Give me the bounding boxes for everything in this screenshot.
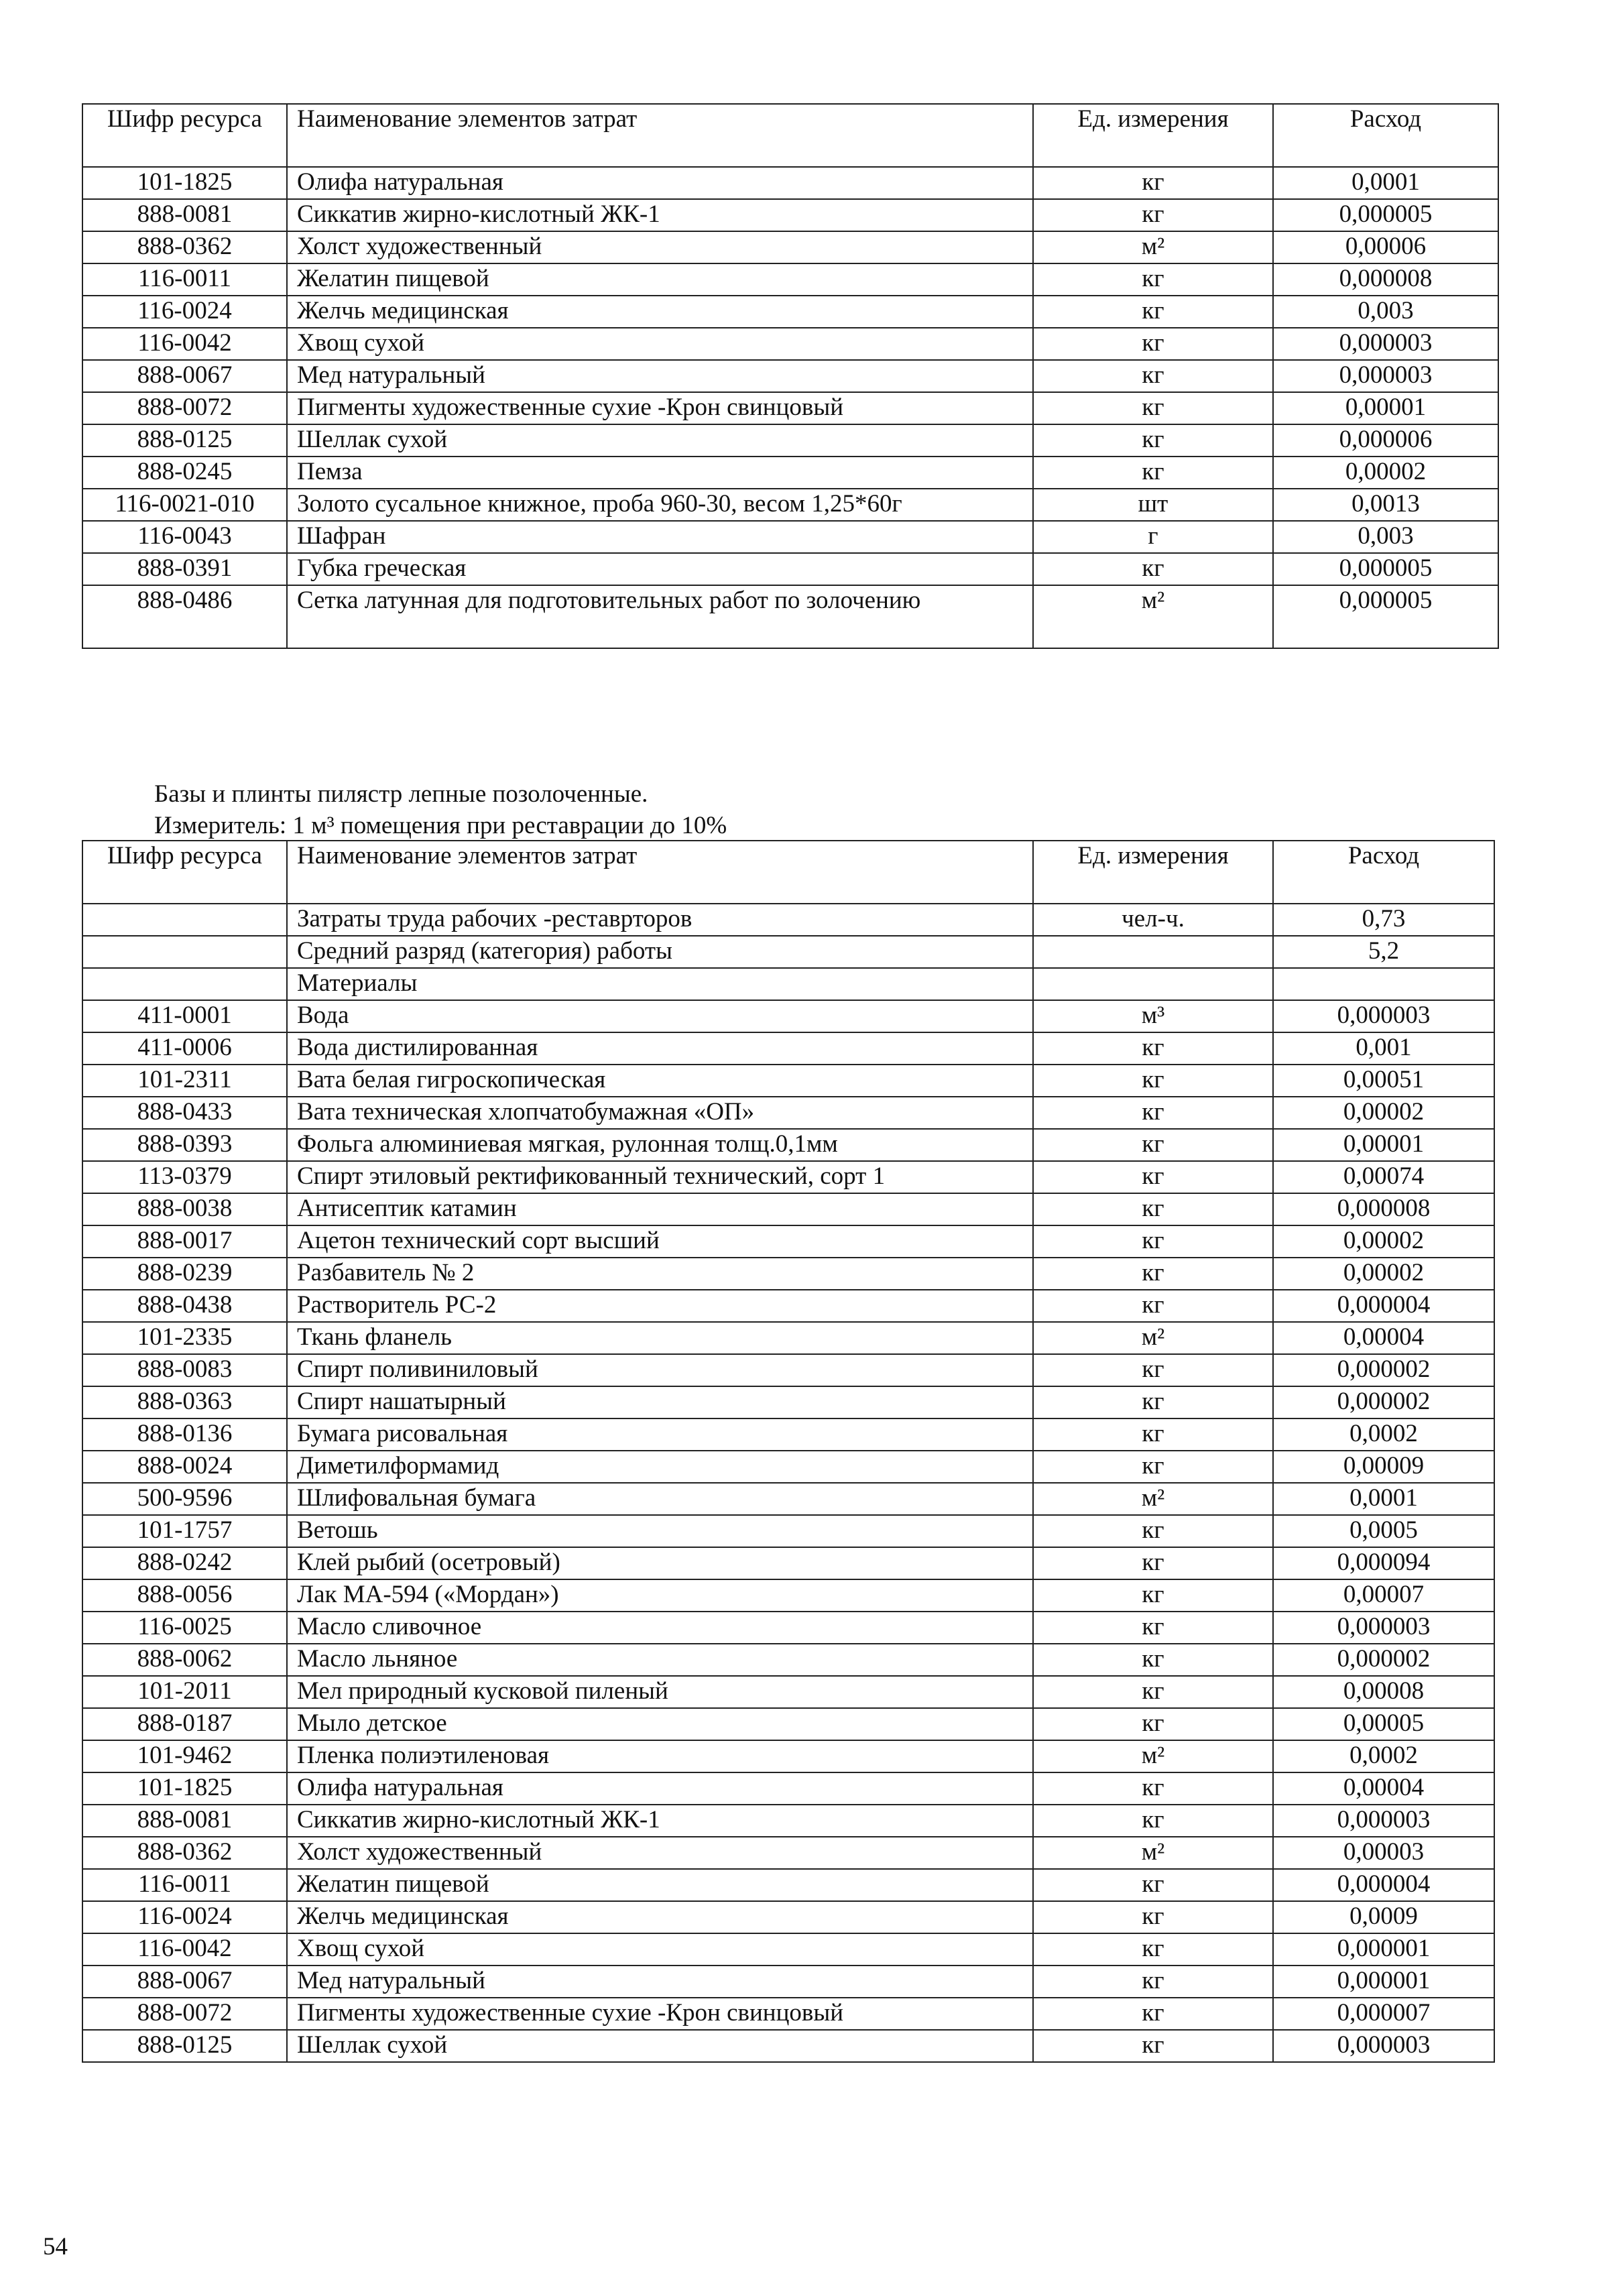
resource-unit: кг bbox=[1033, 328, 1273, 360]
resource-code: 888-0081 bbox=[82, 199, 287, 231]
resource-name: Мед натуральный bbox=[287, 1966, 1033, 1998]
table-row bbox=[82, 1129, 1494, 1161]
resource-unit: кг bbox=[1033, 1805, 1273, 1837]
resource-code: 888-0391 bbox=[82, 553, 287, 585]
resource-name: Хвощ сухой bbox=[287, 1933, 1033, 1966]
resource-unit: кг bbox=[1033, 1129, 1273, 1161]
resource-code bbox=[82, 968, 287, 1000]
header-unit: Ед. измерения bbox=[1033, 104, 1273, 167]
table-row bbox=[82, 585, 1498, 648]
resource-qty: 0,000005 bbox=[1273, 199, 1498, 231]
resource-qty: 0,000003 bbox=[1273, 360, 1498, 392]
resource-qty: 0,00003 bbox=[1273, 1837, 1494, 1869]
resource-qty: 0,000002 bbox=[1273, 1644, 1494, 1676]
table-header-row bbox=[82, 104, 1498, 167]
table-row bbox=[82, 1354, 1494, 1386]
table-row bbox=[82, 424, 1498, 457]
resource-code: 101-2335 bbox=[82, 1322, 287, 1354]
table-row bbox=[82, 263, 1498, 296]
resource-code: 116-0011 bbox=[82, 263, 287, 296]
resource-unit: кг bbox=[1033, 1547, 1273, 1579]
resource-qty: 0,00007 bbox=[1273, 1579, 1494, 1612]
resource-code: 888-0017 bbox=[82, 1225, 287, 1258]
table-row bbox=[82, 1579, 1494, 1612]
table-row bbox=[82, 1032, 1494, 1065]
resource-table-1 bbox=[82, 103, 1499, 649]
resource-name: Лак МА-594 («Мордан») bbox=[287, 1579, 1033, 1612]
resource-unit: кг bbox=[1033, 1901, 1273, 1933]
resource-qty: 0,00004 bbox=[1273, 1772, 1494, 1805]
table-row bbox=[82, 1547, 1494, 1579]
resource-name: Холст художественный bbox=[287, 1837, 1033, 1869]
resource-qty: 0,000003 bbox=[1273, 1612, 1494, 1644]
resource-name: Пигменты художественные сухие -Крон свинцовый bbox=[287, 392, 1033, 424]
resource-name: Масло льняное bbox=[287, 1644, 1033, 1676]
resource-name: Средний разряд (категория) работы bbox=[287, 936, 1033, 968]
table-row bbox=[82, 1483, 1494, 1515]
resource-unit: м² bbox=[1033, 585, 1273, 648]
table-row bbox=[82, 1225, 1494, 1258]
resource-name: Шеллак сухой bbox=[287, 424, 1033, 457]
resource-name: Желчь медицинская bbox=[287, 296, 1033, 328]
measure-unit-caption: Измеритель: 1 м³ помещения при реставрации до 10% bbox=[154, 812, 727, 839]
resource-qty: 0,000007 bbox=[1273, 1998, 1494, 2030]
header-qty: Расход bbox=[1273, 104, 1498, 167]
resource-unit: кг bbox=[1033, 424, 1273, 457]
header-name: Наименование элементов затрат bbox=[287, 841, 1033, 904]
resource-qty: 0,00008 bbox=[1273, 1676, 1494, 1708]
resource-code: 888-0072 bbox=[82, 1998, 287, 2030]
resource-qty: 0,0005 bbox=[1273, 1515, 1494, 1547]
resource-name: Сетка латунная для подготовительных работ по золочению bbox=[287, 585, 1033, 648]
resource-qty: 0,000004 bbox=[1273, 1290, 1494, 1322]
resource-code: 101-9462 bbox=[82, 1740, 287, 1772]
resource-qty: 0,00002 bbox=[1273, 1258, 1494, 1290]
resource-name: Ветошь bbox=[287, 1515, 1033, 1547]
resource-qty bbox=[1273, 968, 1494, 1000]
resource-qty: 0,0001 bbox=[1273, 1483, 1494, 1515]
resource-code: 888-0363 bbox=[82, 1386, 287, 1418]
resource-qty: 0,000006 bbox=[1273, 424, 1498, 457]
resource-qty: 0,00001 bbox=[1273, 392, 1498, 424]
resource-code: 888-0486 bbox=[82, 585, 287, 648]
table-row bbox=[82, 1708, 1494, 1740]
resource-name: Губка греческая bbox=[287, 553, 1033, 585]
resource-name: Шафран bbox=[287, 521, 1033, 553]
resource-qty: 0,00006 bbox=[1273, 231, 1498, 263]
resource-qty: 0,00004 bbox=[1273, 1322, 1494, 1354]
table-row bbox=[82, 1322, 1494, 1354]
table-row bbox=[82, 521, 1498, 553]
table-header-row bbox=[82, 841, 1494, 904]
resource-code: 888-0038 bbox=[82, 1193, 287, 1225]
resource-unit: кг bbox=[1033, 199, 1273, 231]
table-row bbox=[82, 1386, 1494, 1418]
resource-code: 411-0001 bbox=[82, 1000, 287, 1032]
resource-unit: кг bbox=[1033, 1869, 1273, 1901]
resource-name: Мел природный кусковой пиленый bbox=[287, 1676, 1033, 1708]
resource-code: 888-0393 bbox=[82, 1129, 287, 1161]
resource-unit: шт bbox=[1033, 489, 1273, 521]
resource-name: Вода дистилированная bbox=[287, 1032, 1033, 1065]
resource-code bbox=[82, 936, 287, 968]
resource-unit: м² bbox=[1033, 1837, 1273, 1869]
resource-unit: кг bbox=[1033, 1258, 1273, 1290]
resource-qty: 0,73 bbox=[1273, 904, 1494, 936]
resource-name: Спирт поливиниловый bbox=[287, 1354, 1033, 1386]
resource-qty: 0,000094 bbox=[1273, 1547, 1494, 1579]
table-row bbox=[82, 1869, 1494, 1901]
resource-code: 116-0042 bbox=[82, 1933, 287, 1966]
table-row bbox=[82, 1676, 1494, 1708]
resource-qty: 0,0009 bbox=[1273, 1901, 1494, 1933]
table-row bbox=[82, 360, 1498, 392]
table-row bbox=[82, 936, 1494, 968]
resource-code: 888-0187 bbox=[82, 1708, 287, 1740]
resource-unit: м² bbox=[1033, 1322, 1273, 1354]
resource-code: 888-0362 bbox=[82, 231, 287, 263]
table-row bbox=[82, 1451, 1494, 1483]
resource-qty: 0,0001 bbox=[1273, 167, 1498, 199]
resource-unit: кг bbox=[1033, 1386, 1273, 1418]
table-row bbox=[82, 1418, 1494, 1451]
resource-qty: 0,00002 bbox=[1273, 1225, 1494, 1258]
resource-unit: кг bbox=[1033, 263, 1273, 296]
resource-code: 101-1825 bbox=[82, 1772, 287, 1805]
resource-name: Диметилформамид bbox=[287, 1451, 1033, 1483]
resource-name: Вода bbox=[287, 1000, 1033, 1032]
resource-qty: 0,00074 bbox=[1273, 1161, 1494, 1193]
header-qty: Расход bbox=[1273, 841, 1494, 904]
resource-unit: г bbox=[1033, 521, 1273, 553]
resource-name: Разбавитель № 2 bbox=[287, 1258, 1033, 1290]
resource-code: 101-1757 bbox=[82, 1515, 287, 1547]
resource-qty: 5,2 bbox=[1273, 936, 1494, 968]
resource-qty: 0,000003 bbox=[1273, 328, 1498, 360]
table-row bbox=[82, 1805, 1494, 1837]
resource-name: Пленка полиэтиленовая bbox=[287, 1740, 1033, 1772]
resource-unit: кг bbox=[1033, 1161, 1273, 1193]
resource-qty: 0,000003 bbox=[1273, 1805, 1494, 1837]
resource-qty: 0,000003 bbox=[1273, 1000, 1494, 1032]
resource-code: 116-0021-010 bbox=[82, 489, 287, 521]
resource-code: 888-0081 bbox=[82, 1805, 287, 1837]
resource-unit bbox=[1033, 968, 1273, 1000]
resource-code bbox=[82, 904, 287, 936]
resource-unit: кг bbox=[1033, 1644, 1273, 1676]
resource-unit: кг bbox=[1033, 360, 1273, 392]
resource-code: 888-0362 bbox=[82, 1837, 287, 1869]
page-number: 54 bbox=[43, 2233, 68, 2260]
table-row bbox=[82, 1258, 1494, 1290]
table-row bbox=[82, 328, 1498, 360]
resource-name: Пигменты художественные сухие -Крон свинцовый bbox=[287, 1998, 1033, 2030]
resource-name: Холст художественный bbox=[287, 231, 1033, 263]
table-row bbox=[82, 1998, 1494, 2030]
resource-qty: 0,000001 bbox=[1273, 1966, 1494, 1998]
table-row bbox=[82, 489, 1498, 521]
resource-code: 888-0125 bbox=[82, 424, 287, 457]
resource-unit: кг bbox=[1033, 1065, 1273, 1097]
table-row bbox=[82, 2030, 1494, 2062]
resource-name: Сиккатив жирно-кислотный ЖК-1 bbox=[287, 199, 1033, 231]
resource-code: 116-0024 bbox=[82, 296, 287, 328]
table-row bbox=[82, 167, 1498, 199]
resource-qty: 0,00002 bbox=[1273, 457, 1498, 489]
resource-code: 113-0379 bbox=[82, 1161, 287, 1193]
resource-name: Золото сусальное книжное, проба 960-30, весом 1,25*60г bbox=[287, 489, 1033, 521]
resource-qty: 0,001 bbox=[1273, 1032, 1494, 1065]
table-row bbox=[82, 1933, 1494, 1966]
resource-code: 888-0056 bbox=[82, 1579, 287, 1612]
resource-qty: 0,000008 bbox=[1273, 263, 1498, 296]
resource-name: Олифа натуральная bbox=[287, 167, 1033, 199]
table-row bbox=[82, 904, 1494, 936]
resource-name: Вата белая гигроскопическая bbox=[287, 1065, 1033, 1097]
resource-name: Ацетон технический сорт высший bbox=[287, 1225, 1033, 1258]
resource-name: Вата техническая хлопчатобумажная «ОП» bbox=[287, 1097, 1033, 1129]
table-row bbox=[82, 392, 1498, 424]
table-row bbox=[82, 296, 1498, 328]
resource-qty: 0,00001 bbox=[1273, 1129, 1494, 1161]
resource-unit: кг bbox=[1033, 1772, 1273, 1805]
resource-name: Затраты труда рабочих -реставрторов bbox=[287, 904, 1033, 936]
resource-code: 888-0125 bbox=[82, 2030, 287, 2062]
resource-name: Материалы bbox=[287, 968, 1033, 1000]
resource-unit: кг bbox=[1033, 2030, 1273, 2062]
resource-code: 116-0043 bbox=[82, 521, 287, 553]
resource-qty: 0,003 bbox=[1273, 521, 1498, 553]
resource-code: 116-0042 bbox=[82, 328, 287, 360]
resource-unit: кг bbox=[1033, 1418, 1273, 1451]
resource-qty: 0,000002 bbox=[1273, 1354, 1494, 1386]
resource-name: Клей рыбий (осетровый) bbox=[287, 1547, 1033, 1579]
table-row bbox=[82, 1515, 1494, 1547]
resource-name: Олифа натуральная bbox=[287, 1772, 1033, 1805]
resource-unit: кг bbox=[1033, 1612, 1273, 1644]
resource-qty: 0,00005 bbox=[1273, 1708, 1494, 1740]
table-row bbox=[82, 1644, 1494, 1676]
resource-qty: 0,000001 bbox=[1273, 1933, 1494, 1966]
resource-code: 101-2311 bbox=[82, 1065, 287, 1097]
resource-code: 888-0083 bbox=[82, 1354, 287, 1386]
table-row bbox=[82, 457, 1498, 489]
resource-qty: 0,00009 bbox=[1273, 1451, 1494, 1483]
table-row bbox=[82, 199, 1498, 231]
table-row bbox=[82, 1837, 1494, 1869]
resource-name: Шлифовальная бумага bbox=[287, 1483, 1033, 1515]
resource-code: 116-0024 bbox=[82, 1901, 287, 1933]
resource-qty: 0,00051 bbox=[1273, 1065, 1494, 1097]
resource-code: 101-2011 bbox=[82, 1676, 287, 1708]
resource-unit: кг bbox=[1033, 1515, 1273, 1547]
resource-unit: кг bbox=[1033, 1451, 1273, 1483]
resource-name: Фольга алюминиевая мягкая, рулонная толщ.0,1мм bbox=[287, 1129, 1033, 1161]
resource-code: 888-0062 bbox=[82, 1644, 287, 1676]
resource-name: Мед натуральный bbox=[287, 360, 1033, 392]
resource-unit: кг bbox=[1033, 1966, 1273, 1998]
resource-name: Шеллак сухой bbox=[287, 2030, 1033, 2062]
resource-name: Сиккатив жирно-кислотный ЖК-1 bbox=[287, 1805, 1033, 1837]
resource-name: Растворитель РС-2 bbox=[287, 1290, 1033, 1322]
resource-code: 888-0024 bbox=[82, 1451, 287, 1483]
resource-code: 101-1825 bbox=[82, 167, 287, 199]
resource-name: Бумага рисовальная bbox=[287, 1418, 1033, 1451]
table-row bbox=[82, 1612, 1494, 1644]
resource-qty: 0,000004 bbox=[1273, 1869, 1494, 1901]
header-code: Шифр ресурса bbox=[82, 104, 287, 167]
resource-code: 888-0433 bbox=[82, 1097, 287, 1129]
resource-code: 500-9596 bbox=[82, 1483, 287, 1515]
table-row bbox=[82, 968, 1494, 1000]
resource-code: 116-0011 bbox=[82, 1869, 287, 1901]
resource-unit: кг bbox=[1033, 392, 1273, 424]
resource-qty: 0,000002 bbox=[1273, 1386, 1494, 1418]
table-row bbox=[82, 1000, 1494, 1032]
resource-unit: кг bbox=[1033, 457, 1273, 489]
resource-unit: кг bbox=[1033, 1676, 1273, 1708]
resource-unit: кг bbox=[1033, 296, 1273, 328]
resource-table-2 bbox=[82, 840, 1495, 2063]
resource-qty: 0,003 bbox=[1273, 296, 1498, 328]
table-1-body bbox=[82, 167, 1498, 585]
resource-unit: кг bbox=[1033, 1354, 1273, 1386]
table-row bbox=[82, 231, 1498, 263]
resource-name: Спирт этиловый ректификованный технический, сорт 1 bbox=[287, 1161, 1033, 1193]
resource-unit: кг bbox=[1033, 1032, 1273, 1065]
resource-code: 888-0072 bbox=[82, 392, 287, 424]
resource-code: 888-0245 bbox=[82, 457, 287, 489]
resource-unit: кг bbox=[1033, 1708, 1273, 1740]
resource-code: 888-0067 bbox=[82, 360, 287, 392]
table-row bbox=[82, 1290, 1494, 1322]
table-row bbox=[82, 1966, 1494, 1998]
section-title: Базы и плинты пилястр лепные позолоченные. bbox=[154, 780, 648, 808]
header-code: Шифр ресурса bbox=[82, 841, 287, 904]
resource-qty: 0,0013 bbox=[1273, 489, 1498, 521]
table-row bbox=[82, 1161, 1494, 1193]
resource-code: 116-0025 bbox=[82, 1612, 287, 1644]
resource-unit bbox=[1033, 936, 1273, 968]
resource-code: 888-0067 bbox=[82, 1966, 287, 1998]
resource-unit: м³ bbox=[1033, 1000, 1273, 1032]
resource-unit: м² bbox=[1033, 1483, 1273, 1515]
table-row bbox=[82, 1097, 1494, 1129]
table-row bbox=[82, 1193, 1494, 1225]
header-name: Наименование элементов затрат bbox=[287, 104, 1033, 167]
resource-name: Спирт нашатырный bbox=[287, 1386, 1033, 1418]
resource-unit: кг bbox=[1033, 1998, 1273, 2030]
resource-unit: кг bbox=[1033, 553, 1273, 585]
resource-unit: м² bbox=[1033, 1740, 1273, 1772]
resource-qty: 0,000008 bbox=[1273, 1193, 1494, 1225]
resource-name: Хвощ сухой bbox=[287, 328, 1033, 360]
resource-qty: 0,000005 bbox=[1273, 553, 1498, 585]
resource-unit: кг bbox=[1033, 1193, 1273, 1225]
resource-qty: 0,0002 bbox=[1273, 1418, 1494, 1451]
resource-unit: кг bbox=[1033, 1097, 1273, 1129]
resource-name: Желчь медицинская bbox=[287, 1901, 1033, 1933]
table-row bbox=[82, 1740, 1494, 1772]
resource-name: Ткань фланель bbox=[287, 1322, 1033, 1354]
resource-qty: 0,000003 bbox=[1273, 2030, 1494, 2062]
resource-unit: кг bbox=[1033, 1579, 1273, 1612]
resource-unit: чел-ч. bbox=[1033, 904, 1273, 936]
resource-unit: кг bbox=[1033, 1290, 1273, 1322]
resource-code: 888-0239 bbox=[82, 1258, 287, 1290]
resource-unit: кг bbox=[1033, 167, 1273, 199]
resource-name: Желатин пищевой bbox=[287, 263, 1033, 296]
resource-code: 888-0242 bbox=[82, 1547, 287, 1579]
resource-qty: 0,0002 bbox=[1273, 1740, 1494, 1772]
table-row bbox=[82, 1772, 1494, 1805]
resource-code: 888-0136 bbox=[82, 1418, 287, 1451]
resource-name: Желатин пищевой bbox=[287, 1869, 1033, 1901]
table-row bbox=[82, 553, 1498, 585]
resource-code: 888-0438 bbox=[82, 1290, 287, 1322]
resource-unit: кг bbox=[1033, 1933, 1273, 1966]
resource-unit: кг bbox=[1033, 1225, 1273, 1258]
table-2-body bbox=[82, 904, 1494, 2062]
resource-code: 411-0006 bbox=[82, 1032, 287, 1065]
table-row bbox=[82, 1065, 1494, 1097]
resource-name: Антисептик катамин bbox=[287, 1193, 1033, 1225]
resource-name: Масло сливочное bbox=[287, 1612, 1033, 1644]
resource-qty: 0,00002 bbox=[1273, 1097, 1494, 1129]
resource-name: Пемза bbox=[287, 457, 1033, 489]
resource-unit: м² bbox=[1033, 231, 1273, 263]
table-row bbox=[82, 1901, 1494, 1933]
header-unit: Ед. измерения bbox=[1033, 841, 1273, 904]
resource-name: Мыло детское bbox=[287, 1708, 1033, 1740]
resource-qty: 0,000005 bbox=[1273, 585, 1498, 648]
